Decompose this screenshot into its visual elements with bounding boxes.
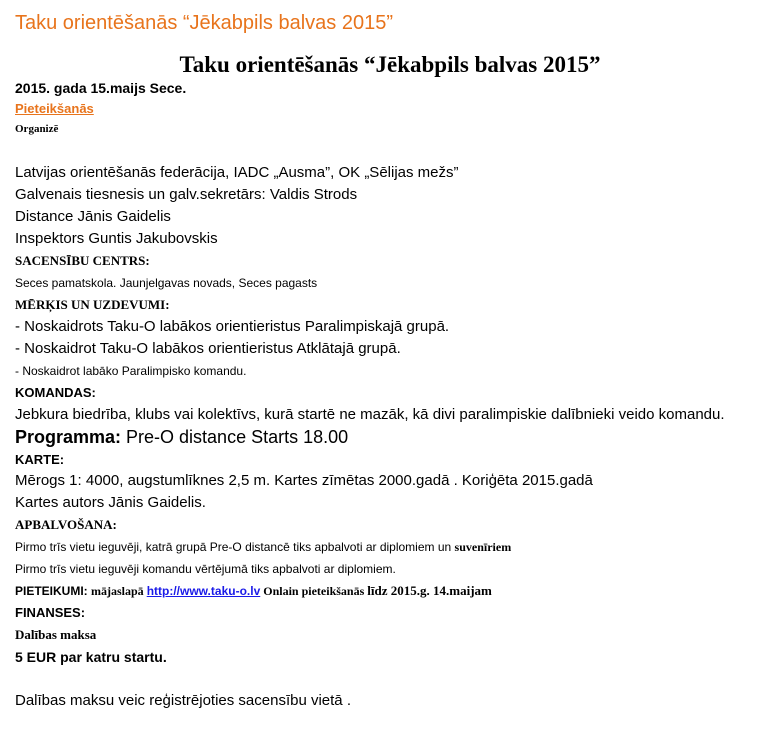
fee-label: Dalības maksa: [15, 627, 97, 642]
program-label: Programma:: [15, 427, 122, 447]
teams-heading: KOMANDAS:: [15, 385, 96, 400]
map-scale-line: Mērogs 1: 4000, augstumlīknes 2,5 m. Kartes zīmētas 2000.gadā . Koriģēta 2015.gadā: [15, 472, 593, 489]
center-text: Seces pamatskola. Jaunjelgavas novads, Seces pagasts: [15, 276, 318, 290]
awards-line: [15, 540, 511, 555]
teams-text: Jebkura biedrība, klubs vai kolektīvs, kurā startē ne mazāk, kā divi paralimpiskie dalībnieki veido komandu.: [15, 406, 725, 423]
site-title[interactable]: Taku orientēšanās “Jēkabpils balvas 2015”: [15, 12, 393, 34]
course-setter-line: Distance Jānis Gaidelis: [15, 208, 171, 225]
entries-line: [15, 583, 492, 599]
chief-judge-line: Galvenais tiesnesis un galv.sekretārs: Valdis Strods: [15, 186, 358, 203]
inspector-line: Inspektors Guntis Jakubovskis: [15, 230, 218, 247]
event-date-place: 2015. gada 15.maijs Sece.: [15, 80, 187, 96]
goal-item: - Noskaidrot labāko Paralimpisko komandu.: [15, 364, 247, 378]
fee-note: Dalības maksu veic reģistrējoties sacensību vietā .: [15, 692, 351, 709]
program-line: [15, 427, 348, 448]
awards-text: Pirmo trīs vietu ieguvēji, katrā grupā Pre-O distancē tiks apbalvoti ar diplomiem un: [15, 540, 455, 554]
registration-link[interactable]: Pieteikšanās: [15, 101, 94, 116]
center-heading: SACENSĪBU CENTRS:: [15, 253, 150, 268]
map-heading: KARTE:: [15, 452, 65, 467]
fee-amount: 5 EUR par katru startu.: [15, 649, 167, 665]
entries-label: PIETEIKUMI:: [15, 584, 92, 598]
goal-item: - Noskaidrots Taku-O labākos orientieristus Paralimpiskajā grupā.: [15, 318, 450, 335]
awards-team-line: Pirmo trīs vietu ieguvēji komandu vērtējumā tiks apbalvoti ar diplomiem.: [15, 562, 396, 576]
entries-text: mājaslapā: [91, 584, 147, 598]
entries-url-link[interactable]: http://www.taku-o.lv: [146, 584, 261, 598]
map-author-line: Kartes autors Jānis Gaidelis.: [15, 494, 206, 511]
organizers-line: Latvijas orientēšanās federācija, IADC „Ausma”, OK „Sēlijas mežs”: [15, 164, 459, 181]
finance-heading: FINANSES:: [15, 605, 86, 620]
entries-deadline: līdz 2015.g. 14.maijam: [367, 583, 492, 598]
entries-online-text: Onlain pieteikšanās: [260, 584, 368, 598]
goal-item: - Noskaidrot Taku-O labākos orientieristus Atklātajā grupā.: [15, 340, 401, 357]
organizers-label: Organizē: [15, 123, 59, 135]
goals-heading: MĒRĶIS UN UZDEVUMI:: [15, 297, 170, 312]
program-text: Pre-O distance Starts 18.00: [121, 427, 349, 447]
page-title: Taku orientēšanās “Jēkabpils balvas 2015”: [179, 52, 601, 77]
awards-souvenirs: suvenīriem: [454, 540, 512, 554]
awards-heading: APBALVOŠANA:: [15, 517, 117, 532]
